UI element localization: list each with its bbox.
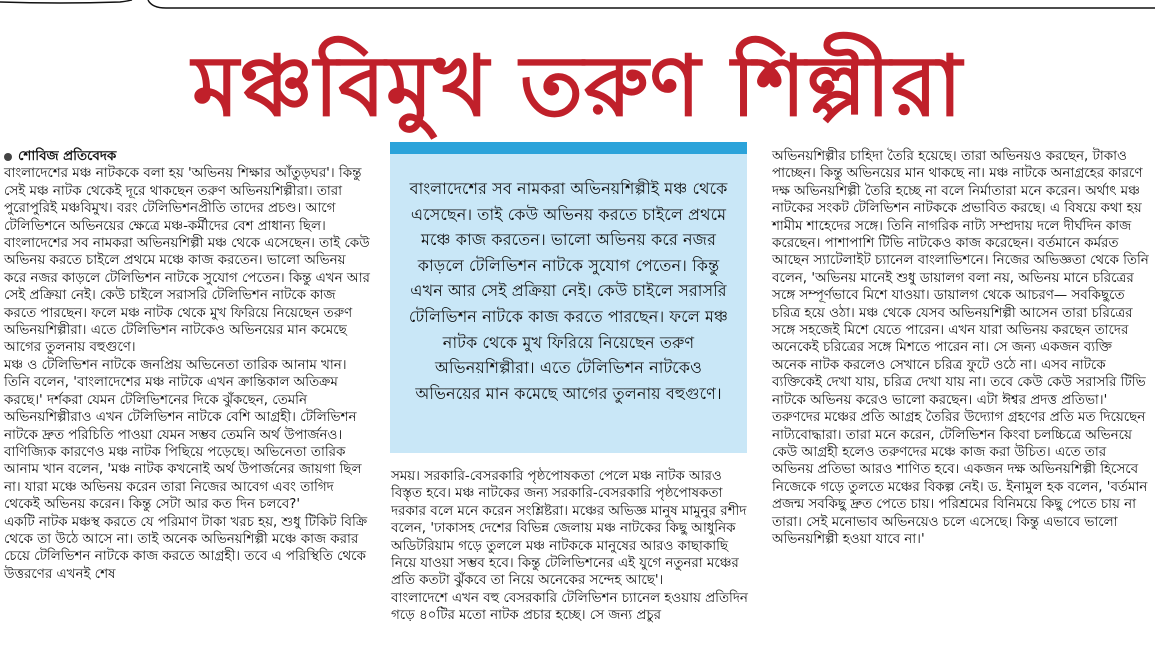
headline: মঞ্চবিমুখ তরুণ শিল্পীরা [192,37,963,135]
byline-text: শোবিজ প্রতিবেদক [18,149,117,164]
paragraph: সময়। সরকারি-বেসরকারি পৃষ্ঠপোষকতা পেলে মঞ্চ নাটক আরও বিস্তৃত হবে। মঞ্চ নাটকের জন্য সরকারি-বেসরকারি পৃষ্ঠপোষকতা দরকার বলে মনে করেন সংশ্লিষ্টরা। মঞ্চের অভিজ্ঞ মানুষ মামুনুর রশীদ বলেন, 'ঢাকাসহ দেশের বিভিন্ন জেলায় মঞ্চ নাটকের কিছু আধুনিক অডিটরিয়াম গড়ে তুললে মঞ্চ নাটককে মানুষের আরও কাছাকাছি নিয়ে যাওয়া সম্ভব হবে। কিন্তু টেলিভিশনের এই যুগে নতুনরা মঞ্চের প্রতি কতটা ঝুঁকবে তা নিয়ে অনেকের সন্দেহ আছে'। [391,469,747,589]
header-ornament [0,0,1155,12]
pull-quote-text: বাংলাদেশের সব নামকরা অভিনয়শিল্পীই মঞ্চ থেকে এসেছেন। তাই কেউ অভিনয় করতে চাইলে প্রথমে মঞ্চে কাজ করতেন। ভালো অভিনয় করে নজর কাড়লে টেলিভিশন নাটকে সুযোগ পেতেন। কিন্তু এখন আর সেই প্রক্রিয়া নেই। কেউ চাইলে সরাসরি টেলিভিশন নাটকে কাজ করতে পারছেন। ফলে মঞ্চ নাটক থেকে মুখ ফিরিয়ে নিয়েছেন তরুণ অভিনয়শিল্পীরা। এতে টেলিভিশন নাটকেও অভিনয়ের মান কমেছে আগের তুলনায় বহুগুণে। [408,179,729,403]
paragraph: মঞ্চ ও টেলিভিশন নাটকে জনপ্রিয় অভিনেতা তারিক আনাম খান। তিনি বলেন, 'বাংলাদেশের মঞ্চ নাটকে এখন ক্রান্তিকাল অতিক্রম করছে।' দর্শকরা যেমন টেলিভিশনের দিকে ঝুঁকছেন, তেমনি অভিনয়শিল্পীরাও এখন টেলিভিশন নাটকে বেশি আগ্রহী। টেলিভিশন নাটকে দ্রুত পরিচিতি পাওয়া যেমন সম্ভব তেমনি অর্থ উপার্জনও। বাণিজ্যিক কারণেও মঞ্চ নাটক পিছিয়ে পড়েছে। অভিনেতা তারিক আনাম খান বলেন, 'মঞ্চ নাটক কখনোই অর্থ উপার্জনের জায়গা ছিল না। যারা মঞ্চে অভিনয় করেন তারা নিজের আবেগ এবং তাগিদ থেকেই অভিনয় করেন। কিন্তু সেটা আর কত দিন চলবে?' [4,357,362,513]
bullet-icon [4,153,12,161]
pull-quote-box [390,142,747,453]
middle-column [391,468,756,625]
paragraph: বাংলাদেশের মঞ্চ নাটককে বলা হয় 'অভিনয় শিক্ষার আঁতুড়ঘর'। কিন্তু সেই মঞ্চ নাটক থেকেই দূরে থাকছেন তরুণ অভিনয়শিল্পীরা। তারা পুরোপুরিই মঞ্চবিমুখ। বরং টেলিভিশনপ্রীতি তাদের প্রচণ্ড। আগে টেলিভিশনে অভিনয়ের ক্ষেত্রে মঞ্চ-কর্মীদের বেশ প্রাধান্য ছিল। বাংলাদেশের সব নামকরা অভিনয়শিল্পী মঞ্চ থেকে এসেছেন। তাই কেউ অভিনয় করতে চাইলে প্রথমে মঞ্চে কাজ করতেন। ভালো অভিনয় করে নজর কাড়লে টেলিভিশন নাটকে সুযোগ পেতেন। কিন্তু এখন আর সেই প্রক্রিয়া নেই। কেউ চাইলে সরাসরি টেলিভিশন নাটকে কাজ করতে পারছেন। ফলে মঞ্চ নাটক থেকে মুখ ফিরিয়ে নিয়েছেন তরুণ অভিনয়শিল্পীরা। এতে টেলিভিশন নাটকেও অভিনয়ের মান কমেছে আগের তুলনায় বহুগুণে। [4,166,370,356]
right-column [772,148,1150,548]
left-column [4,148,370,583]
paragraph: বাংলাদেশে এখন বহু বেসরকারি টেলিভিশন চ্যানেল হওয়ায় প্রতিদিন গড়ে ৪০টির মতো নাটক প্রচার হচ্ছে। সে জন্য প্রচুর [391,590,748,624]
byline [4,148,370,165]
paragraph: অভিনয়শিল্পীর চাহিদা তৈরি হয়েছে। তারা অভিনয়ও করছেন, টাকাও পাচ্ছেন। কিন্তু অভিনয়ের মান থাকছে না। মঞ্চ নাটকে অনাগ্রহের কারণে দক্ষ অভিনয়শিল্পী তৈরি হচ্ছে না বলে নির্মাতারা মনে করেন। অর্থাৎ মঞ্চ নাটকের সংকট টেলিভিশন নাটককে প্রভাবিত করছে। এ বিষয়ে কথা হয় শামীম শাহেদের সঙ্গে। তিনি নাগরিক নাট্য সম্প্রদায় দলে দীর্ঘদিন কাজ করেছেন। পাশাপাশি টিভি নাটকেও কাজ করেছেন। বর্তমানে কর্মরত আছেন স্যাটেলাইট চ্যানেল বাংলাভিশনে। নিজের অভিজ্ঞতা থেকে তিনি বলেন, 'অভিনয় মানেই শুধু ডায়ালগ বলা নয়, অভিনয় মানে চরিত্রের সঙ্গে সম্পূর্ণভাবে মিশে যাওয়া। ডায়ালগ থেকে আচরণ— সবকিছুতে চরিত্র হয়ে ওঠা। মঞ্চ থেকে যেসব অভিনয়শিল্পী আসেন তারা চরিত্রের সঙ্গে সহজেই মিশে যেতে পারেন। এখন যারা অভিনয় করছেন তাদের অনেকেই চরিত্রের সঙ্গে মিশতে পারেন না। সে জন্য একজন ব্যক্তি অনেক নাটক করলেও সেখানে চরিত্র ফুটে ওঠে না। এসব নাটকে ব্যক্তিকেই দেখা যায়, চরিত্র দেখা যায় না। তবে কেউ কেউ সরাসরি টিভি নাটকে অভিনয় করেও ভালো করছেন। এটা ঈশ্বর প্রদত্ত প্রতিভা।' [772,149,1149,408]
paragraph: একটি নাটক মঞ্চস্থ করতে যে পরিমাণ টাকা খরচ হয়, শুধু টিকিট বিক্রি থেকে তা উঠে আসে না। তাই অনেক অভিনয়শিল্পী মঞ্চে কাজ করার চেয়ে টেলিভিশন নাটকে কাজ করতে আগ্রহী। তবে এ পরিস্থিতি থেকে উত্তরণের এখনই শেষ [4,514,368,582]
paragraph: তরুণদের মঞ্চের প্রতি আগ্রহ তৈরির উদ্যোগ গ্রহণের প্রতি মত দিয়েছেন নাট্যবোদ্ধারা। তারা মনে করেন, টেলিভিশন কিংবা চলচ্চিত্রে অভিনয়ে কেউ আগ্রহী হলেও তরুণদের মঞ্চে কাজ করা উচিত। এতে তার অভিনয় প্রতিভা আরও শাণিত হবে। একজন দক্ষ অভিনয়শিল্পী হিসেবে নিজেকে গড়ে তুলতে মঞ্চের বিকল্প নেই। ড. ইনামুল হক বলেন, 'বর্তমান প্রজন্ম সবকিছু দ্রুত পেতে চায়। পরিশ্রমের বিনিময়ে কিছু পেতে চায় না তারা। সেই মনোভাব অভিনয়েও চলে এসেছে। কিন্তু এভাবে ভালো অভিনয়শিল্পী হওয়া যাবে না।' [772,410,1148,547]
